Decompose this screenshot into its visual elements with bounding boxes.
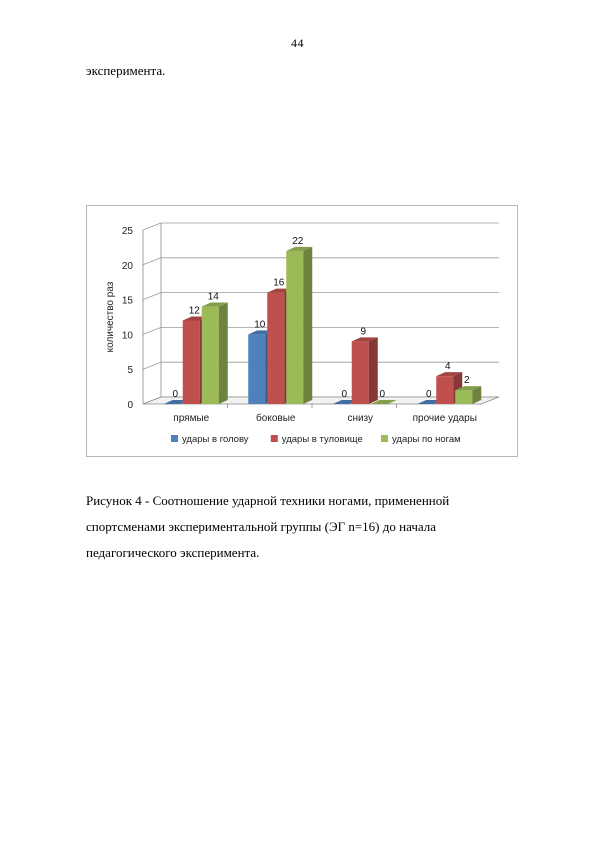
caption-line-2: спортсменами экспериментальной группы (ЭГ n=16) до начала	[86, 519, 437, 534]
page-number: 44	[291, 36, 304, 50]
data-label: 16	[273, 277, 285, 289]
bar	[267, 293, 284, 404]
bar	[202, 307, 219, 404]
data-label: 4	[444, 361, 451, 373]
bar-side	[369, 337, 378, 404]
y-axis-title: количество раз	[105, 281, 116, 353]
bar	[455, 390, 472, 404]
gridline-depth	[143, 223, 161, 230]
data-label: 2	[463, 375, 470, 387]
bar	[248, 334, 265, 404]
y-tick-label: 5	[127, 365, 133, 377]
data-label: 0	[379, 389, 386, 400]
gridline-depth	[143, 327, 161, 334]
legend-swatch	[381, 435, 388, 442]
chart-svg	[87, 206, 517, 456]
data-label: 10	[254, 319, 266, 331]
x-tick-label: прямые	[173, 413, 210, 424]
y-tick-label: 15	[121, 295, 133, 307]
legend-swatch	[271, 435, 278, 442]
y-tick-label: 0	[127, 400, 133, 411]
caption-line-1: Рисунок 4 - Соотношение ударной техники ногами, примененной	[86, 493, 450, 508]
data-label: 0	[341, 389, 348, 400]
legend-swatch	[171, 435, 178, 442]
legend-label: удары в голову	[182, 434, 249, 445]
bar-chart	[86, 205, 518, 457]
data-label: 0	[425, 389, 432, 400]
data-label: 12	[188, 305, 200, 317]
bar	[183, 320, 200, 404]
data-label: 22	[292, 235, 304, 247]
x-tick-label: прочие удары	[412, 413, 477, 424]
x-tick-label: боковые	[256, 413, 296, 424]
y-tick-label: 20	[121, 260, 133, 272]
legend-label: удары по ногам	[392, 434, 461, 445]
caption-line-3: педагогического эксперимента.	[86, 545, 260, 560]
x-tick-label: снизу	[347, 413, 374, 424]
bar-side	[303, 247, 312, 404]
data-label: 0	[172, 389, 179, 400]
bar-side	[219, 303, 228, 404]
y-tick-label: 25	[121, 226, 133, 237]
data-label: 9	[360, 326, 367, 338]
paragraph-fragment: эксперимента.	[86, 63, 166, 78]
gridline-depth	[143, 293, 161, 300]
gridline-depth	[143, 258, 161, 265]
gridline-depth	[143, 362, 161, 369]
figure-caption	[86, 488, 526, 566]
bar	[352, 341, 369, 404]
data-label: 14	[207, 291, 219, 303]
legend-label: удары в туловище	[281, 434, 363, 445]
y-tick-label: 10	[121, 330, 133, 342]
bar	[436, 376, 453, 404]
bar	[286, 251, 303, 404]
